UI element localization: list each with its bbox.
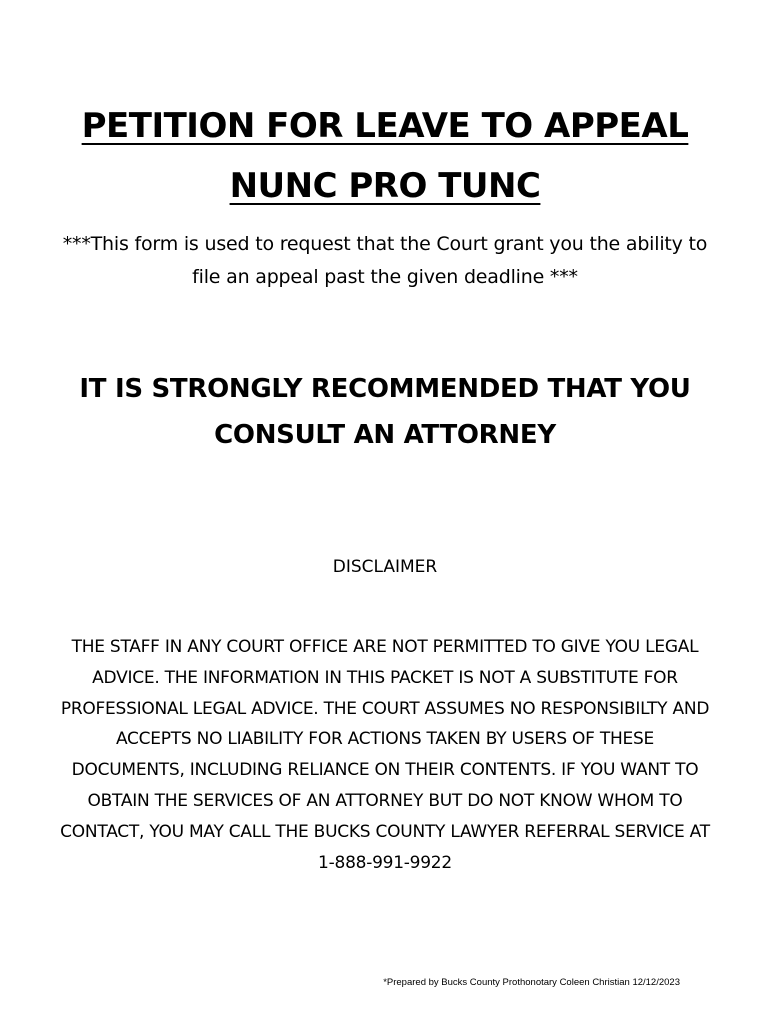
page-title-line2 — [0, 166, 770, 206]
prepared-by-note: *Prepared by Bucks County Prothonotary Coleen Christian 12/12/2023 — [383, 977, 680, 988]
page-title-line1-text: PETITION FOR LEAVE TO APPEAL — [81, 106, 689, 146]
page-title-line2-text: NUNC PRO TUNC — [229, 166, 541, 206]
disclaimer-body: THE STAFF IN ANY COURT OFFICE ARE NOT PERMITTED TO GIVE YOU LEGAL ADVICE. THE INFORMATION IN THIS PACKET IS NOT A SUBSTITUTE FOR PROFESSIONAL LEGAL ADVICE. THE COURT ASSUMES NO RESPONSIBILTY AND ACCEPTS NO LIABILITY FOR ACTIONS TAKEN BY USERS OF THESE DOCUMENTS, INCLUDING RELIANCE ON THEIR CONTENTS. IF YOU WANT TO OBTAIN THE SERVICES OF AN ATTORNEY BUT DO NOT KNOW WHOM TO CONTACT, YOU MAY CALL THE BUCKS COUNTY LAWYER REFERRAL SERVICE AT 1-888-991-9922 — [60, 637, 710, 873]
form-purpose-note: ***This form is used to request that the Court grant you the ability to file an appeal past the given deadline *** — [62, 233, 708, 288]
attorney-recommendation-heading: IT IS STRONGLY RECOMMENDED THAT YOU CONSULT AN ATTORNEY — [79, 374, 691, 450]
page-title-line1 — [0, 106, 770, 146]
disclaimer-heading: DISCLAIMER — [332, 557, 438, 577]
